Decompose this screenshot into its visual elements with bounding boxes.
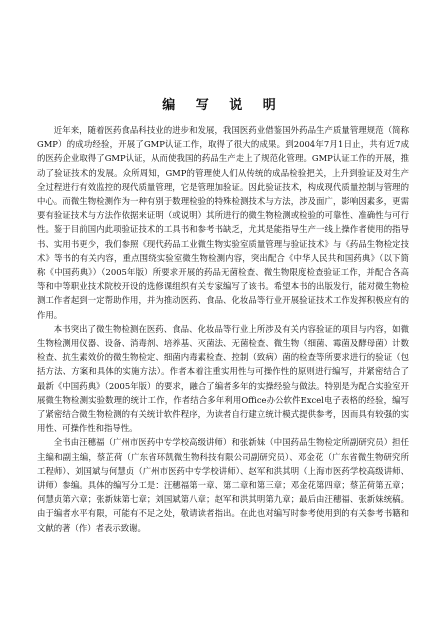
paragraph-3: 全书由汪穗福（广州市医药中专学校高级讲师）和张新妹（中国药品生物检定所副研究员）担任主编和副主编，蔡芷荷（广东省环凯微生物科技有限公司副研究员）、邓金花（广东省微生物研究所工程师）、刘国斌与何慧贞（广州市医药中专学校讲师）、赵军和洪其明（上海市医药学校高级讲师、讲师）参编。具体的编写分工是：汪穗福第一章、第二章和第三章；邓金花第四章；蔡芷荷第五章；何慧贞第六章；张新妹第七章；刘国斌第八章；赵军和洪其明第九章；最后由汪穗福、张新妹统稿。由于编者水平有限，可能有不足之处，敬请读者指出。在此也对编写时参考使用到的有关参考书籍和文献的著（作）者表示致谢。 xyxy=(37,437,409,533)
paragraph-1: 近年来，随着医药食品科技业的进步和发展，我国医药业借鉴国外药品生产质量管理规范（简称GMP）的成功经验，开展了GMP认证工作，取得了很大的成果。到2004年7月1日止，共有近7成的医药企业取得了GMP认证，从而使我国的药品生产走上了规范化管理。GMP认证工作的开展，推动了验证技术的发展。众所周知，GMP的管理使人们从传统的成品检验把关，上升到验证及对生产全过程进行有效监控的现代质量管理，它是管理加验证。因此验证技术，构成现代质量控制与管理的中心。而微生物检测作为一种有别于数理检验的特殊检测技术与方法，涉及面广，影响因素多，更需要有验证技术与方法作依据来证明（或说明）其所进行的微生物检测或检验的可靠性、准确性与可行性。鉴于目前国内此项验证技术的工具书和参考书缺乏，尤其是能指导生产一线上操作者使用的指导书、实用书更少，我们参照《现代药品工业微生物实验室质量管理与验证技术》与《药品生物检定技术》等书的有关内容，重点围绕实验室微生物检测内容，突出配合《中华人民共和国药典》（以下简称《中国药典》）（2005年版）所要求开展的药品无菌检查、微生物限度检查验证工作，并配合各高等和中等职业技术院校开设的选修课组织有关专家编写了该书。希望本书的出版发行，能对微生物检测工作者起到一定帮助作用，并为推动医药、食品、化妆品等行业开展验证技术工作发挥积极应有的作用。 xyxy=(37,125,409,320)
document-body xyxy=(37,123,409,535)
document-title: 编 写 说 明 xyxy=(162,98,284,113)
paragraph-2: 本书突出了微生物检测在医药、食品、化妆品等行业上所涉及有关内容验证的项目与内容，如微生物检测用仪器、设备、消毒剂、培养基、灭菌法、无菌检查、微生物（细菌、霉菌及酵母菌）计数检查、抗生素效价的微生物检定、细菌内毒素检查、控制（致病）菌的检查等所要求进行的验证（包括方法、方案和具体的实施方法）。作者本着注重实用性与可操作性的原则进行编写，并紧密结合了最新《中国药典》（2005年版）的要求，融合了编者多年的实操经验与做法。特别是为配合实验室开展微生物检测实验数理的统计工作，作者结合多年利用Office办公软件Excel电子表格的经验，编写了紧密结合微生物检测的有关统计软件程序，为读者自行建立统计模式提供参考，因而具有较强的实用性、可操作性和指导性。 xyxy=(37,323,409,434)
